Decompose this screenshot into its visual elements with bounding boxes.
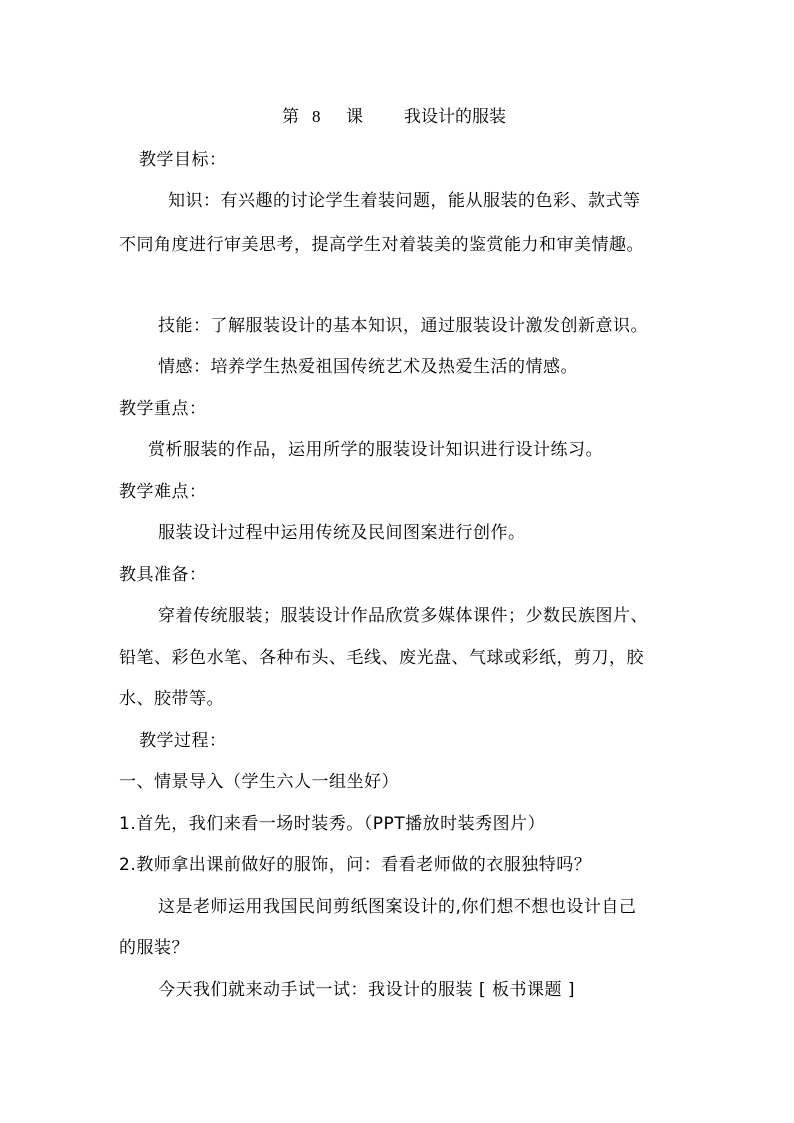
emotion-goal: 情感：培养学生热爱祖国传统艺术及热爱生活的情感。 xyxy=(158,357,578,377)
skill-goal: 技能：了解服装设计的基本知识，通过服装设计激发创新意识。 xyxy=(158,316,648,336)
title-ke: 课 xyxy=(346,107,363,127)
process-step-2: 2.教师拿出课前做好的服饰，问：看看老师做的衣服独特吗？ xyxy=(119,855,592,875)
heading-materials: 教具准备： xyxy=(119,565,207,585)
heading-key-points: 教学重点： xyxy=(119,399,207,419)
process-para-line-2: 的服装？ xyxy=(119,938,189,958)
materials-line-3: 水、胶带等。 xyxy=(119,689,224,709)
materials-line-2: 铅笔、彩色水笔、各种布头、毛线、废光盘、气球或彩纸，剪刀，胶 xyxy=(119,648,644,668)
title-number: 8 xyxy=(312,107,321,126)
knowledge-goal-line-1: 知识：有兴趣的讨论学生着装问题，能从服装的色彩、款式等 xyxy=(168,191,641,211)
section-scene-intro: 一、情景导入（学生六人一组坐好） xyxy=(119,772,399,792)
heading-difficult-points: 教学难点： xyxy=(119,482,207,502)
difficult-points-text: 服装设计过程中运用传统及民间图案进行创作。 xyxy=(158,523,526,543)
process-board-title: 今天我们就来动手试一试：我设计的服装 [ 板书课题 ] xyxy=(158,980,575,1000)
heading-teaching-goals: 教学目标： xyxy=(139,150,227,170)
title-name: 我设计的服装 xyxy=(404,107,506,127)
materials-line-1: 穿着传统服装；服装设计作品欣赏多媒体课件；少数民族图片、 xyxy=(158,606,648,626)
title-di: 第 xyxy=(282,107,299,127)
lesson-title xyxy=(282,106,506,128)
heading-teaching-process: 教学过程： xyxy=(139,731,227,751)
process-para-line-1: 这是老师运用我国民间剪纸图案设计的,你们想不想也设计自己 xyxy=(158,897,637,917)
process-step-1: 1.首先，我们来看一场时装秀。（PPT播放时装秀图片） xyxy=(119,814,546,834)
knowledge-goal-line-2: 不同角度进行审美思考，提高学生对着装美的鉴赏能力和审美情趣。 xyxy=(119,235,644,255)
key-points-text: 赏析服装的作品，运用所学的服装设计知识进行设计练习。 xyxy=(148,440,603,460)
